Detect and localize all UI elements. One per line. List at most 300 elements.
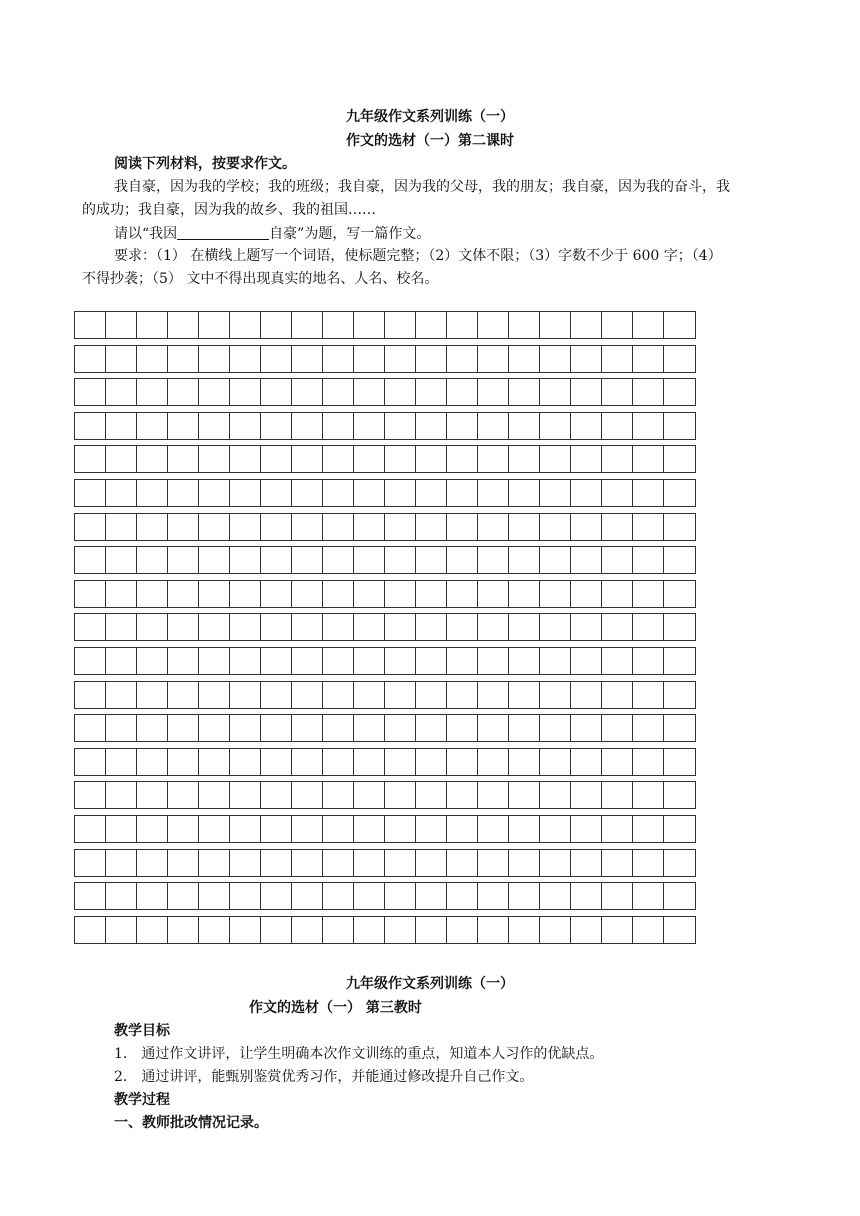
grid-cell (106, 850, 137, 876)
grid-cell (416, 648, 447, 674)
grid-cell (571, 614, 602, 640)
grid-cell (199, 614, 230, 640)
grid-cell (571, 648, 602, 674)
grid-cell (478, 547, 509, 573)
grid-cell (509, 816, 540, 842)
grid-cell (106, 782, 137, 808)
grid-cell (416, 749, 447, 775)
grid-cell (354, 581, 385, 607)
grid-row (74, 613, 696, 641)
grid-cell (323, 883, 354, 909)
grid-cell (168, 614, 199, 640)
grid-cell (602, 816, 633, 842)
grid-cell (292, 480, 323, 506)
grid-cell (75, 682, 106, 708)
grid-cell (323, 480, 354, 506)
grid-row (74, 815, 696, 843)
grid-cell (664, 682, 695, 708)
grid-cell (292, 917, 323, 943)
grid-cell (633, 446, 664, 472)
grid-cell (261, 413, 292, 439)
grid-cell (106, 346, 137, 372)
grid-cell (323, 682, 354, 708)
grid-cell (571, 883, 602, 909)
grid-cell (75, 883, 106, 909)
grid-cell (416, 312, 447, 338)
grid-cell (137, 715, 168, 741)
grid-cell (664, 346, 695, 372)
grid-cell (478, 917, 509, 943)
grid-cell (664, 883, 695, 909)
grid-cell (75, 312, 106, 338)
grid-cell (571, 514, 602, 540)
grid-row (74, 513, 696, 541)
process-heading: 教学过程 (114, 1092, 170, 1108)
grid-cell (478, 312, 509, 338)
grid-cell (385, 614, 416, 640)
grid-cell (261, 782, 292, 808)
grid-cell (447, 312, 478, 338)
grid-cell (199, 480, 230, 506)
grid-cell (509, 480, 540, 506)
grid-cell (447, 379, 478, 405)
grid-cell (292, 581, 323, 607)
prompt-before: 请以“我因 (114, 226, 178, 242)
grid-cell (323, 446, 354, 472)
grid-cell (571, 413, 602, 439)
grid-cell (168, 446, 199, 472)
grid-cell (664, 816, 695, 842)
grid-row (74, 479, 696, 507)
grid-cell (447, 446, 478, 472)
grid-cell (540, 883, 571, 909)
grid-cell (292, 883, 323, 909)
grid-cell (354, 514, 385, 540)
grid-cell (540, 749, 571, 775)
grid-cell (168, 346, 199, 372)
grid-cell (199, 682, 230, 708)
grid-cell (230, 413, 261, 439)
grid-cell (354, 715, 385, 741)
grid-cell (416, 614, 447, 640)
grid-cell (75, 581, 106, 607)
grid-cell (416, 850, 447, 876)
grid-cell (292, 816, 323, 842)
grid-cell (75, 749, 106, 775)
grid-cell (602, 446, 633, 472)
grid-cell (385, 312, 416, 338)
grid-cell (416, 346, 447, 372)
grid-cell (571, 782, 602, 808)
grid-cell (478, 379, 509, 405)
grid-cell (509, 850, 540, 876)
grid-cell (633, 883, 664, 909)
grid-cell (447, 614, 478, 640)
grid-cell (509, 614, 540, 640)
grid-row (74, 412, 696, 440)
grid-cell (447, 715, 478, 741)
grid-cell (354, 480, 385, 506)
grid-cell (509, 715, 540, 741)
grid-cell (292, 648, 323, 674)
grid-cell (230, 480, 261, 506)
grid-cell (168, 312, 199, 338)
grid-cell (230, 648, 261, 674)
grid-cell (571, 715, 602, 741)
grid-cell (106, 446, 137, 472)
prompt-after: 自豪”为题，写一篇作文。 (269, 226, 431, 242)
grid-cell (664, 850, 695, 876)
grid-cell (323, 715, 354, 741)
grid-cell (478, 715, 509, 741)
grid-cell (323, 850, 354, 876)
grid-cell (292, 413, 323, 439)
grid-cell (478, 883, 509, 909)
grid-cell (602, 682, 633, 708)
grid-cell (540, 480, 571, 506)
grid-cell (292, 715, 323, 741)
grid-cell (354, 883, 385, 909)
grid-cell (199, 648, 230, 674)
grid-cell (540, 514, 571, 540)
grid-cell (602, 346, 633, 372)
part1-subtitle: 作文的选材（一）第二课时 (346, 133, 514, 149)
grid-cell (633, 480, 664, 506)
grid-cell (230, 514, 261, 540)
grid-cell (292, 614, 323, 640)
grid-cell (540, 413, 571, 439)
grid-cell (137, 682, 168, 708)
grid-row (74, 882, 696, 910)
grid-cell (75, 614, 106, 640)
grid-cell (199, 883, 230, 909)
grid-cell (323, 782, 354, 808)
grid-cell (509, 917, 540, 943)
grid-cell (292, 379, 323, 405)
grid-cell (416, 547, 447, 573)
grid-cell (478, 782, 509, 808)
grid-cell (292, 514, 323, 540)
grid-cell (478, 614, 509, 640)
grid-cell (509, 581, 540, 607)
grid-row (74, 345, 696, 373)
grid-cell (509, 648, 540, 674)
grid-cell (509, 312, 540, 338)
part2-title: 九年级作文系列训练（一） (346, 976, 514, 992)
grid-cell (385, 514, 416, 540)
grid-row (74, 849, 696, 877)
grid-cell (478, 446, 509, 472)
grid-cell (478, 480, 509, 506)
grid-cell (292, 547, 323, 573)
grid-cell (385, 446, 416, 472)
grid-cell (261, 850, 292, 876)
grid-cell (602, 648, 633, 674)
grid-cell (137, 379, 168, 405)
grid-cell (633, 715, 664, 741)
grid-cell (602, 312, 633, 338)
grid-cell (261, 312, 292, 338)
grid-cell (230, 312, 261, 338)
grid-cell (261, 614, 292, 640)
grid-cell (137, 883, 168, 909)
grid-cell (292, 850, 323, 876)
grid-cell (571, 749, 602, 775)
grid-cell (230, 547, 261, 573)
grid-cell (137, 446, 168, 472)
grid-cell (416, 480, 447, 506)
grid-cell (137, 917, 168, 943)
instruction: 阅读下列材料，按要求作文。 (114, 156, 296, 172)
grid-cell (509, 749, 540, 775)
grid-cell (416, 446, 447, 472)
grid-cell (106, 379, 137, 405)
grid-cell (137, 312, 168, 338)
grid-cell (416, 413, 447, 439)
grid-cell (385, 715, 416, 741)
grid-cell (199, 312, 230, 338)
grid-cell (478, 346, 509, 372)
grid-cell (354, 446, 385, 472)
grid-cell (664, 514, 695, 540)
grid-cell (230, 749, 261, 775)
grid-cell (385, 782, 416, 808)
grid-cell (664, 782, 695, 808)
grid-cell (602, 917, 633, 943)
grid-cell (478, 413, 509, 439)
grid-cell (664, 917, 695, 943)
grid-cell (602, 883, 633, 909)
grid-cell (633, 547, 664, 573)
grid-cell (664, 749, 695, 775)
grid-cell (323, 648, 354, 674)
grid-cell (385, 379, 416, 405)
grid-cell (447, 782, 478, 808)
grid-row (74, 781, 696, 809)
grid-cell (261, 446, 292, 472)
grid-cell (540, 917, 571, 943)
grid-cell (385, 413, 416, 439)
grid-cell (447, 883, 478, 909)
grid-cell (106, 614, 137, 640)
grid-cell (168, 514, 199, 540)
grid-cell (478, 816, 509, 842)
grid-cell (540, 715, 571, 741)
grid-cell (168, 480, 199, 506)
grid-cell (199, 379, 230, 405)
grid-cell (385, 917, 416, 943)
grid-cell (168, 749, 199, 775)
grid-cell (602, 614, 633, 640)
grid-cell (509, 514, 540, 540)
grid-cell (416, 883, 447, 909)
grid-cell (571, 547, 602, 573)
grid-cell (75, 346, 106, 372)
grid-cell (137, 514, 168, 540)
grid-cell (106, 480, 137, 506)
grid-cell (633, 413, 664, 439)
grid-cell (261, 883, 292, 909)
grid-cell (106, 883, 137, 909)
grid-cell (509, 682, 540, 708)
grid-cell (323, 514, 354, 540)
grid-cell (199, 917, 230, 943)
grid-cell (540, 850, 571, 876)
grid-row (74, 546, 696, 574)
grid-cell (509, 379, 540, 405)
grid-cell (261, 379, 292, 405)
grid-cell (571, 312, 602, 338)
grid-cell (633, 749, 664, 775)
grid-cell (385, 547, 416, 573)
grid-cell (199, 514, 230, 540)
grid-cell (75, 782, 106, 808)
grid-cell (199, 581, 230, 607)
grid-cell (137, 547, 168, 573)
grid-cell (75, 917, 106, 943)
grid-cell (354, 850, 385, 876)
grid-cell (354, 648, 385, 674)
grid-cell (385, 816, 416, 842)
grid-cell (230, 917, 261, 943)
material-line-1: 我自豪，因为我的学校；我的班级；我自豪，因为我的父母，我的朋友；我自豪，因为我的奋斗，我 (114, 179, 730, 195)
grid-cell (602, 850, 633, 876)
grid-cell (416, 379, 447, 405)
grid-cell (75, 547, 106, 573)
grid-cell (385, 850, 416, 876)
requirements-line-1: 要求：（1） 在横线上题写一个词语，使标题完整；（2）文体不限；（3）字数不少于 600 字；（4） (114, 248, 722, 264)
grid-cell (385, 883, 416, 909)
grid-cell (230, 346, 261, 372)
grid-cell (664, 581, 695, 607)
grid-cell (354, 312, 385, 338)
grid-cell (199, 446, 230, 472)
grid-cell (416, 917, 447, 943)
grid-cell (633, 648, 664, 674)
grid-cell (106, 514, 137, 540)
grid-cell (137, 749, 168, 775)
material-line-2: 的成功；我自豪，因为我的故乡、我的祖国…… (82, 202, 376, 218)
grid-cell (602, 480, 633, 506)
grid-cell (230, 715, 261, 741)
goals-heading: 教学目标 (114, 1023, 170, 1039)
grid-cell (416, 682, 447, 708)
grid-cell (168, 682, 199, 708)
grid-cell (323, 346, 354, 372)
grid-cell (106, 715, 137, 741)
goal-2: 2． 通过讲评，能甄别鉴赏优秀习作，并能通过修改提升自己作文。 (114, 1069, 534, 1085)
grid-cell (571, 446, 602, 472)
prompt-line (114, 226, 430, 241)
grid-cell (478, 581, 509, 607)
grid-cell (168, 917, 199, 943)
grid-cell (664, 614, 695, 640)
grid-cell (540, 446, 571, 472)
grid-cell (602, 379, 633, 405)
grid-cell (602, 715, 633, 741)
grid-cell (540, 614, 571, 640)
grid-cell (199, 413, 230, 439)
grid-cell (509, 547, 540, 573)
grid-cell (168, 547, 199, 573)
grid-cell (292, 749, 323, 775)
grid-cell (230, 883, 261, 909)
grid-cell (571, 917, 602, 943)
grid-row (74, 916, 696, 944)
grid-cell (230, 816, 261, 842)
grid-row (74, 580, 696, 608)
grid-cell (354, 816, 385, 842)
grid-cell (168, 648, 199, 674)
grid-cell (354, 614, 385, 640)
grid-cell (664, 312, 695, 338)
grid-cell (509, 413, 540, 439)
grid-cell (633, 581, 664, 607)
grid-cell (447, 816, 478, 842)
grid-cell (292, 782, 323, 808)
grid-cell (447, 514, 478, 540)
grid-cell (354, 682, 385, 708)
grid-cell (292, 346, 323, 372)
grid-cell (447, 682, 478, 708)
part2-subtitle: 作文的选材（一） 第三教时 (249, 1000, 422, 1016)
grid-cell (633, 346, 664, 372)
title-blank (177, 226, 269, 240)
grid-cell (199, 346, 230, 372)
grid-cell (199, 782, 230, 808)
grid-cell (137, 850, 168, 876)
grid-cell (509, 446, 540, 472)
grid-cell (106, 547, 137, 573)
grid-cell (571, 581, 602, 607)
grid-cell (664, 648, 695, 674)
grid-cell (540, 682, 571, 708)
grid-cell (354, 917, 385, 943)
grid-cell (168, 581, 199, 607)
grid-cell (75, 514, 106, 540)
grid-cell (106, 312, 137, 338)
grid-cell (292, 682, 323, 708)
grid-cell (75, 715, 106, 741)
grid-cell (664, 379, 695, 405)
grid-cell (230, 614, 261, 640)
grid-cell (261, 514, 292, 540)
grid-cell (602, 782, 633, 808)
grid-cell (416, 782, 447, 808)
grid-cell (354, 379, 385, 405)
grid-cell (540, 648, 571, 674)
grid-cell (199, 816, 230, 842)
grid-cell (106, 648, 137, 674)
grid-cell (137, 480, 168, 506)
grid-cell (106, 581, 137, 607)
grid-cell (261, 917, 292, 943)
grid-cell (602, 413, 633, 439)
grid-row (74, 647, 696, 675)
grid-cell (602, 749, 633, 775)
goal-1: 1． 通过作文讲评，让学生明确本次作文训练的重点，知道本人习作的优缺点。 (114, 1046, 604, 1062)
grid-cell (385, 749, 416, 775)
part1-title: 九年级作文系列训练（一） (346, 109, 514, 125)
grid-cell (447, 480, 478, 506)
grid-cell (261, 816, 292, 842)
grid-cell (75, 413, 106, 439)
grid-cell (168, 413, 199, 439)
grid-cell (633, 682, 664, 708)
grid-cell (323, 816, 354, 842)
grid-cell (571, 682, 602, 708)
grid-cell (447, 581, 478, 607)
